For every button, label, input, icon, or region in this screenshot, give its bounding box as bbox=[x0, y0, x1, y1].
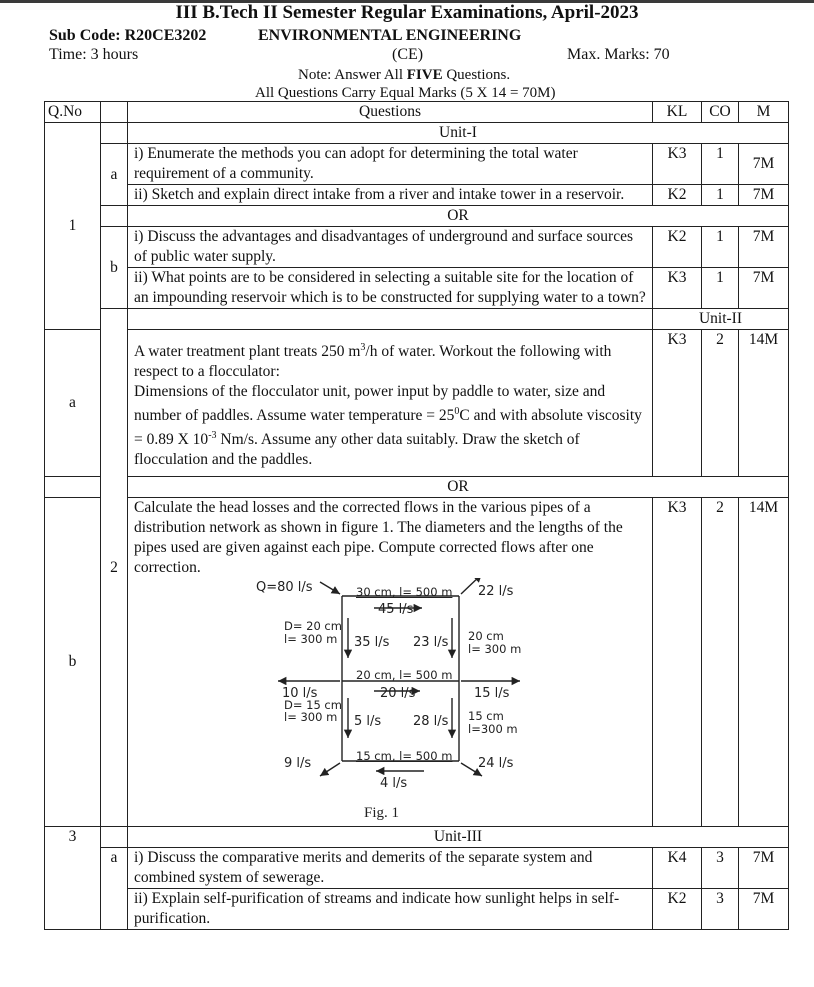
figure-caption: Fig. 1 bbox=[364, 805, 400, 822]
label-right-upper-pipe: 20 cm l= 300 m bbox=[468, 629, 522, 657]
label-right-lower-pipe: 15 cm l=300 m bbox=[468, 709, 518, 737]
q2a-marks: 14M bbox=[739, 330, 789, 477]
q1b-i-text: i) Discuss the advantages and disadvantages of underground and surface sources of public water supply. bbox=[128, 227, 653, 268]
q3a-i-text: i) Discuss the comparative merits and demerits of the separate system and combined system of sewerage. bbox=[128, 848, 653, 889]
q1-part-a: a bbox=[101, 144, 128, 206]
q1b-ii-marks: 7M bbox=[739, 268, 789, 309]
q3a-ii-co: 3 bbox=[702, 889, 739, 930]
label-top-flow: 45 l/s bbox=[378, 602, 414, 618]
q3a-ii-marks: 7M bbox=[739, 889, 789, 930]
table-row bbox=[45, 498, 789, 827]
header-part bbox=[101, 102, 128, 123]
q2-number: 2 bbox=[101, 309, 128, 827]
pipe-network-figure bbox=[134, 578, 644, 826]
q1b-ii-co: 1 bbox=[702, 268, 739, 309]
table-row bbox=[45, 268, 789, 309]
q3a-i-kl: K4 bbox=[653, 848, 702, 889]
q1b-i-kl: K2 bbox=[653, 227, 702, 268]
q2a-kl: K3 bbox=[653, 330, 702, 477]
q2a-text: A water treatment plant treats 250 $m^3/h$ of water. Workout the following with respect to a flocculator: Dimensions of the flocculator unit, power input by paddle to water, size and number of paddles. Assume water temperature = $25^0C$ and with absolute viscosity = 0.89 X $10^{-3}$ Nm/s. Assume any other data suitably. Draw the sketch of flocculation and the paddles. bbox=[128, 330, 653, 477]
q2-part-b: b bbox=[45, 498, 101, 827]
question-table bbox=[44, 101, 789, 930]
exam-title: III B.Tech II Semester Regular Examinations, April-2023 bbox=[175, 2, 639, 23]
label-right-upper-flow: 23 l/s bbox=[413, 635, 449, 651]
label-out-bottom-right: 24 l/s bbox=[478, 756, 514, 772]
q1a-ii-kl: K2 bbox=[653, 185, 702, 206]
subject-name: ENVIRONMENTAL ENGINEERING bbox=[258, 27, 522, 44]
max-marks: Max. Marks: 70 bbox=[567, 46, 670, 63]
q2b-co: 2 bbox=[702, 498, 739, 827]
or-separator-2: OR bbox=[128, 477, 789, 498]
q1a-ii-text: ii) Sketch and explain direct intake from a river and intake tower in a reservoir. bbox=[128, 185, 653, 206]
table-row bbox=[45, 848, 789, 889]
q2b-kl: K3 bbox=[653, 498, 702, 827]
label-right-lower-flow: 28 l/s bbox=[413, 714, 449, 730]
label-out-top-right: 22 l/s bbox=[478, 584, 514, 600]
outflow-arrow-bottom-left bbox=[320, 763, 340, 776]
q1a-i-marks: 7M bbox=[739, 144, 789, 185]
q1a-i-kl: K3 bbox=[653, 144, 702, 185]
table-row bbox=[45, 227, 789, 268]
label-inflow: Q=80 l/s bbox=[256, 580, 313, 596]
q1a-i-text: i) Enumerate the methods you can adopt for determining the total water requirement of a community. bbox=[128, 144, 653, 185]
q1a-i-co: 1 bbox=[702, 144, 739, 185]
q1a-ii-marks: 7M bbox=[739, 185, 789, 206]
label-left-lower-flow: 5 l/s bbox=[354, 714, 382, 730]
q2b-text: Calculate the head losses and the corrected flows in the various pipes of a distribution network as shown in figure 1. The diameters and the lengths of the pipes used are given against each pipe. Compute corrected flows after one correction. bbox=[134, 499, 623, 577]
unit-3-heading: Unit-III bbox=[128, 827, 789, 848]
label-left-upper-pipe: D= 20 cm l= 300 m bbox=[284, 619, 342, 647]
table-row bbox=[45, 889, 789, 930]
q3a-ii-text: ii) Explain self-purification of streams and indicate how sunlight helps in self-purification. bbox=[128, 889, 653, 930]
q3a-ii-kl: K2 bbox=[653, 889, 702, 930]
q1b-ii-text: ii) What points are to be considered in selecting a suitable site for the location of an impounding reservoir which is to be constructed for supplying water to a town? bbox=[128, 268, 653, 309]
note-answer-all: Note: Answer All FIVE Questions. bbox=[298, 67, 511, 83]
branch: (CE) bbox=[392, 46, 424, 63]
table-header-row bbox=[45, 102, 789, 123]
exam-time: Time: 3 hours bbox=[49, 46, 139, 63]
label-mid-pipe: 20 cm, l= 500 m bbox=[356, 668, 453, 683]
q2b-marks: 14M bbox=[739, 498, 789, 827]
q3-part-a: a bbox=[101, 848, 128, 930]
q1b-i-marks: 7M bbox=[739, 227, 789, 268]
header-kl: KL bbox=[653, 102, 702, 123]
label-mid-flow: 20 l/s bbox=[380, 686, 416, 702]
note-equal-marks: All Questions Carry Equal Marks (5 X 14 = 70M) bbox=[255, 85, 556, 101]
q1-part-b: b bbox=[101, 227, 128, 309]
q1-number: 1 bbox=[45, 123, 101, 330]
q3-number: 3 bbox=[45, 827, 101, 930]
q1a-ii-co: 1 bbox=[702, 185, 739, 206]
q2a-co: 2 bbox=[702, 330, 739, 477]
q3a-i-co: 3 bbox=[702, 848, 739, 889]
label-out-mid-left: 10 l/s bbox=[282, 686, 318, 702]
table-row bbox=[45, 330, 789, 477]
label-left-upper-flow: 35 l/s bbox=[354, 635, 390, 651]
header-questions: Questions bbox=[128, 102, 653, 123]
label-bottom-pipe: 15 cm, l= 500 m bbox=[356, 749, 453, 764]
table-row bbox=[45, 185, 789, 206]
label-out-bottom-left: 9 l/s bbox=[284, 756, 312, 772]
unit-2-heading: Unit-II bbox=[653, 309, 789, 330]
q1b-ii-kl: K3 bbox=[653, 268, 702, 309]
q2b-cell bbox=[128, 498, 653, 827]
header-qno: Q.No bbox=[45, 102, 101, 123]
q3a-i-marks: 7M bbox=[739, 848, 789, 889]
q1b-i-co: 1 bbox=[702, 227, 739, 268]
unit-1-heading: Unit-I bbox=[128, 123, 789, 144]
sub-code: Sub Code: R20CE3202 bbox=[49, 27, 207, 44]
label-top-pipe: 30 cm, l= 500 m bbox=[356, 585, 453, 600]
inflow-arrow bbox=[320, 582, 340, 594]
header-m: M bbox=[739, 102, 789, 123]
label-bottom-flow: 4 l/s bbox=[380, 776, 408, 792]
or-separator-1: OR bbox=[128, 206, 789, 227]
label-out-mid-right: 15 l/s bbox=[474, 686, 510, 702]
table-row bbox=[45, 144, 789, 185]
q2-part-a: a bbox=[45, 330, 101, 477]
label-left-lower-pipe: D= 15 cm l= 300 m bbox=[284, 698, 342, 725]
header-co: CO bbox=[702, 102, 739, 123]
